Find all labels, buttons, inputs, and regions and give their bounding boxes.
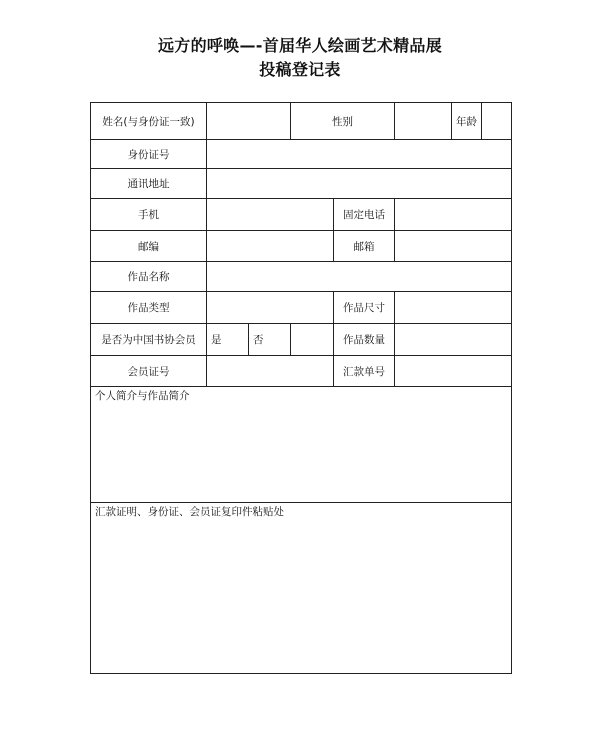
id-number-field[interactable] bbox=[207, 140, 512, 169]
member-id-label: 会员证号 bbox=[91, 356, 207, 387]
age-field[interactable] bbox=[482, 103, 512, 139]
bio-label: 个人简介与作品简介 bbox=[95, 390, 190, 402]
address-label: 通讯地址 bbox=[91, 169, 207, 199]
work-type-label: 作品类型 bbox=[91, 292, 207, 324]
landline-field[interactable] bbox=[395, 199, 512, 231]
registration-form-table bbox=[90, 102, 512, 674]
work-name-field[interactable] bbox=[207, 262, 512, 292]
member-answer-field[interactable] bbox=[291, 324, 334, 356]
bio-area[interactable] bbox=[91, 387, 512, 503]
work-count-label: 作品数量 bbox=[334, 324, 395, 356]
form-subtitle: 投稿登记表 bbox=[259, 60, 341, 79]
age-cell[interactable] bbox=[452, 103, 512, 140]
email-field[interactable] bbox=[395, 231, 512, 262]
paste-label: 汇款证明、身份证、会员证复印件粘贴处 bbox=[95, 506, 284, 518]
member-yes-option[interactable]: 是 bbox=[207, 324, 249, 356]
work-size-field[interactable] bbox=[395, 292, 512, 324]
postcode-field[interactable] bbox=[207, 231, 334, 262]
postcode-label: 邮编 bbox=[91, 231, 207, 262]
mobile-label: 手机 bbox=[91, 199, 207, 231]
work-size-label: 作品尺寸 bbox=[334, 292, 395, 324]
mobile-field[interactable] bbox=[207, 199, 334, 231]
member-question-label: 是否为中国书协会员 bbox=[91, 324, 207, 356]
landline-label: 固定电话 bbox=[334, 199, 395, 231]
work-count-field[interactable] bbox=[395, 324, 512, 356]
address-field[interactable] bbox=[207, 169, 512, 199]
gender-label: 性别 bbox=[291, 103, 395, 140]
age-label: 年龄 bbox=[452, 103, 482, 139]
work-type-field[interactable] bbox=[207, 292, 334, 324]
remit-number-field[interactable] bbox=[395, 356, 512, 387]
work-name-label: 作品名称 bbox=[91, 262, 207, 292]
member-id-field[interactable] bbox=[207, 356, 334, 387]
member-no-option[interactable]: 否 bbox=[249, 324, 291, 356]
name-label: 姓名(与身份证一致) bbox=[91, 103, 207, 140]
email-label: 邮箱 bbox=[334, 231, 395, 262]
paste-area[interactable] bbox=[91, 503, 512, 674]
name-field[interactable] bbox=[207, 103, 291, 140]
form-title-block bbox=[0, 34, 600, 82]
id-number-label: 身份证号 bbox=[91, 140, 207, 169]
gender-field[interactable] bbox=[395, 103, 452, 140]
remit-number-label: 汇款单号 bbox=[334, 356, 395, 387]
exhibition-title: 远方的呼唤—-首届华人绘画艺术精品展 bbox=[157, 36, 443, 55]
